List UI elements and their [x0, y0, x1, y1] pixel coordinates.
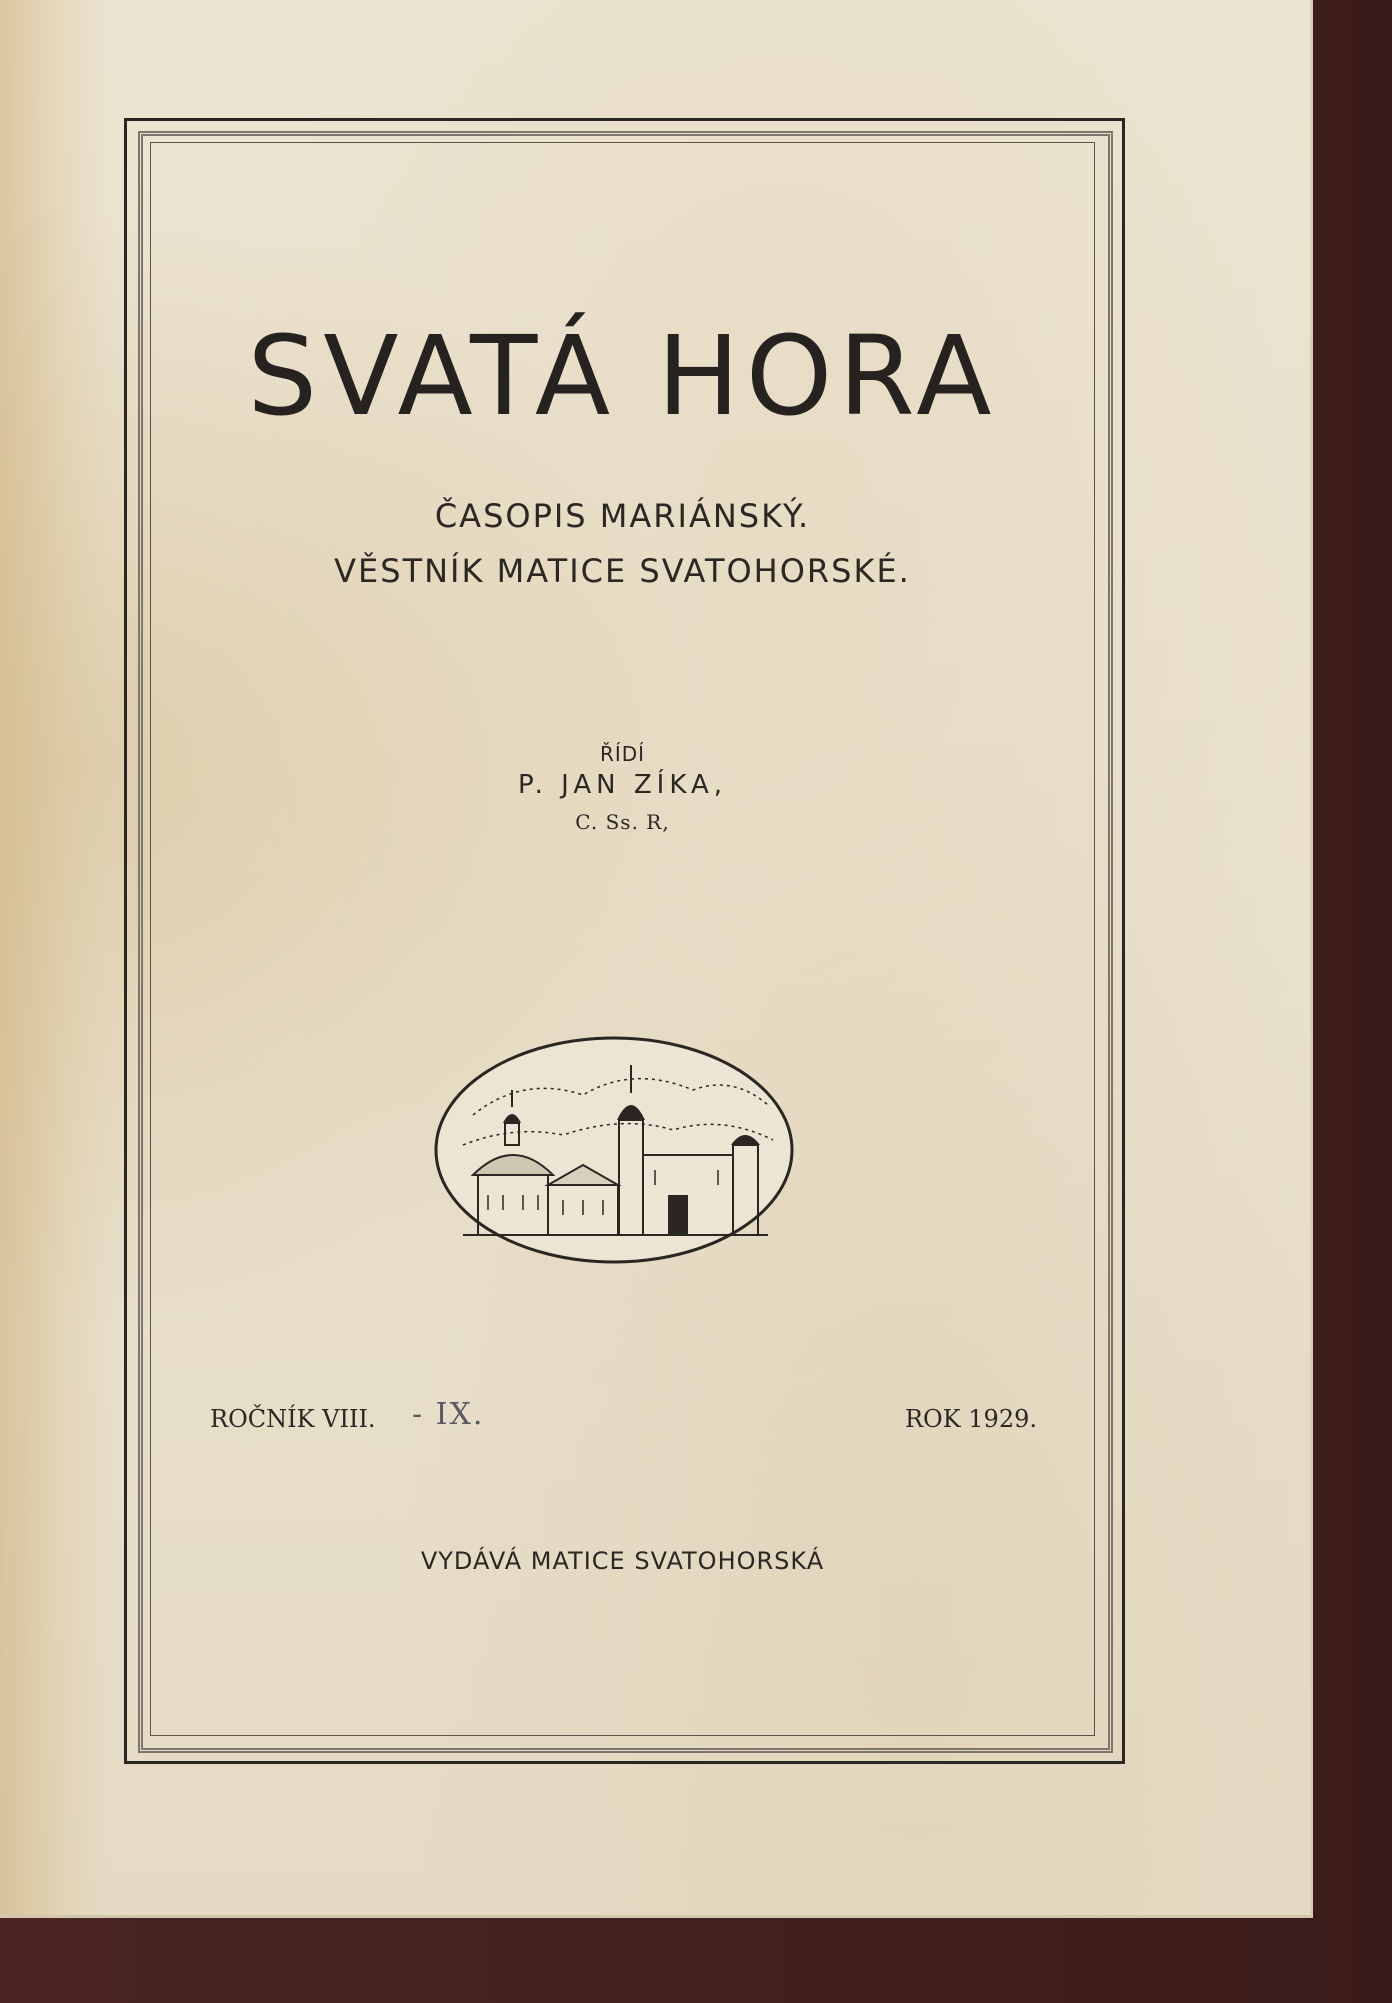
subtitle-line-1: ČASOPIS MARIÁNSKÝ.	[434, 497, 811, 535]
handwritten-volume-note: - IX.	[412, 1397, 485, 1432]
subtitle-line-2: VĚSTNÍK MATICE SVATOHORSKÉ.	[334, 552, 911, 590]
magazine-title: SVATÁ HORA	[247, 312, 998, 440]
editor-name: P. JAN ZÍKA,	[518, 770, 727, 800]
publication-year: ROK 1929.	[904, 1405, 1037, 1433]
editor-label: ŘÍDÍ	[599, 742, 646, 766]
monastery-engraving-icon	[433, 1035, 795, 1265]
volume-number: ROČNÍK VIII.	[210, 1405, 376, 1433]
publisher-line: VYDÁVÁ MATICE SVATOHORSKÁ	[420, 1547, 825, 1575]
spine-stain	[0, 0, 110, 1915]
cover-content	[150, 142, 1095, 1734]
editor-order: C. Ss. R,	[575, 810, 670, 834]
